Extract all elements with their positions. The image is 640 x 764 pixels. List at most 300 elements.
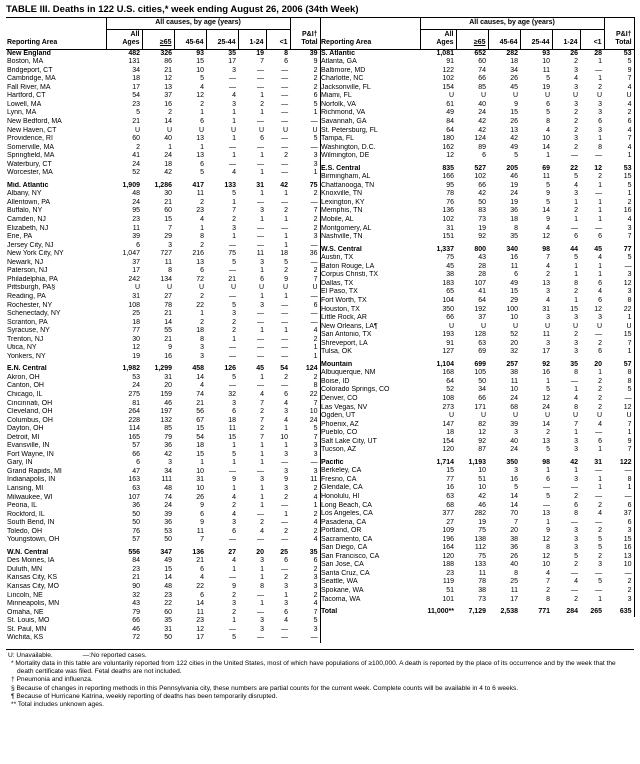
col-header-all-ages: All Ages <box>420 29 456 49</box>
value-cell: 4 <box>232 510 236 518</box>
city-name: Toledo, OH <box>7 527 43 535</box>
table-row <box>320 361 634 370</box>
city-name: Minneapolis, MN <box>7 600 60 608</box>
value-cell: — <box>229 75 236 83</box>
value-cell: 196 <box>442 535 454 543</box>
value-cell: 8 <box>546 595 550 603</box>
value-cell: 6 <box>482 152 486 160</box>
value-cell: — <box>229 352 236 360</box>
value-cell: U <box>572 322 578 330</box>
value-cell: 9 <box>232 476 236 484</box>
value-cell: 38 <box>446 271 454 279</box>
value-cell: 12 <box>196 625 204 633</box>
value-cell: 120 <box>442 552 454 560</box>
table-container <box>6 17 634 643</box>
value-cell: 74 <box>196 390 204 398</box>
value-cell: 2 <box>546 429 550 437</box>
city-name: Peoria, IL <box>7 502 37 510</box>
value-cell: 50 <box>132 519 140 527</box>
value-cell: 75 <box>478 527 486 535</box>
value-cell: 76 <box>446 198 454 206</box>
value-cell: U <box>283 126 289 134</box>
value-cell: — <box>281 625 289 633</box>
value-cell: 2 <box>284 152 289 160</box>
value-cell: 556 <box>128 548 140 556</box>
table-row <box>320 92 634 101</box>
value-cell: 49 <box>164 557 172 565</box>
value-cell: — <box>229 292 236 300</box>
value-cell: 8 <box>290 382 320 391</box>
value-cell: 3 <box>514 429 518 437</box>
value-cell: 24 <box>290 417 320 426</box>
value-cell: 1 <box>604 190 634 199</box>
value-cell: 36 <box>510 544 518 552</box>
value-cell: 4 <box>546 224 550 232</box>
value-cell: 52 <box>510 331 518 339</box>
value-cell: 1,193 <box>468 458 486 466</box>
value-cell: 98 <box>542 458 550 466</box>
value-cell: 34 <box>164 467 172 475</box>
table-row <box>6 225 320 234</box>
table-row <box>320 297 634 306</box>
value-cell: 3 <box>514 467 518 475</box>
value-cell: 2 <box>546 587 550 594</box>
col-header-lt1: <1 <box>266 29 290 49</box>
value-cell: 3 <box>290 468 320 477</box>
value-cell: 92 <box>478 437 486 445</box>
value-cell: 1 <box>290 109 320 118</box>
value-cell: 40 <box>510 561 518 569</box>
value-cell: 3 <box>598 100 603 108</box>
value-cell: 1,081 <box>436 49 454 57</box>
value-cell: 15 <box>196 450 204 458</box>
value-cell: 3 <box>290 442 320 451</box>
value-cell: 22 <box>196 583 204 590</box>
value-cell: 3 <box>604 596 634 605</box>
value-cell: 14 <box>196 600 204 608</box>
value-cell: 3 <box>284 408 289 416</box>
table-row <box>6 58 320 67</box>
value-cell: 2 <box>290 190 320 199</box>
city-name: Lincoln, NE <box>7 591 43 599</box>
value-cell: 20 <box>594 360 603 368</box>
value-cell: 24 <box>164 152 172 160</box>
value-cell: 4 <box>598 510 603 518</box>
city-name: Albuquerque, NM <box>321 369 376 377</box>
table-row <box>6 476 320 485</box>
value-cell: 5 <box>574 552 578 560</box>
value-cell: — <box>290 310 320 319</box>
value-cell: 1,337 <box>436 245 454 253</box>
value-cell: 2 <box>574 288 578 296</box>
value-cell: — <box>595 492 603 500</box>
city-name: Omaha, NE <box>7 608 44 616</box>
value-cell: 27 <box>228 548 236 556</box>
value-cell: — <box>281 301 289 309</box>
value-cell: 3 <box>574 527 578 535</box>
value-cell: 5 <box>290 425 320 434</box>
value-cell: 1 <box>200 224 204 232</box>
value-cell: 6 <box>200 510 204 518</box>
table-row <box>6 242 320 251</box>
table-row <box>6 494 320 503</box>
value-cell: 31 <box>196 476 204 484</box>
value-cell: 1 <box>598 216 603 224</box>
value-cell: 132 <box>160 416 172 424</box>
city-name: Birmingham, AL <box>321 173 371 181</box>
value-cell: 31 <box>164 373 172 381</box>
table-row <box>320 306 634 315</box>
value-cell: 5 <box>604 386 634 395</box>
value-cell: 136 <box>192 548 204 556</box>
value-cell: 2 <box>200 241 204 249</box>
city-name: Charlotte, NC <box>321 75 364 83</box>
value-cell: 192 <box>474 305 486 313</box>
value-cell: 119 <box>442 578 454 586</box>
table-row <box>6 600 320 609</box>
table-row <box>6 408 320 417</box>
value-cell: 9 <box>168 344 172 352</box>
value-cell: 1 <box>260 152 264 160</box>
table-row <box>6 609 320 618</box>
value-cell: 25 <box>280 548 289 556</box>
value-cell: U <box>448 322 454 330</box>
table-row <box>6 75 320 84</box>
table-row <box>6 284 320 293</box>
value-cell: — <box>229 267 236 275</box>
value-cell: 3 <box>546 339 550 347</box>
col-header-ge65: ≥65 <box>142 29 174 49</box>
table-row <box>320 280 634 289</box>
value-cell: 2 <box>260 425 264 433</box>
value-cell: — <box>257 198 264 206</box>
value-cell: 458 <box>192 365 204 373</box>
value-cell: 68 <box>446 501 454 509</box>
value-cell: 5 <box>604 58 634 67</box>
value-cell: 48 <box>132 190 140 198</box>
value-cell: U <box>544 412 550 420</box>
value-cell: 5 <box>200 75 204 83</box>
value-cell: — <box>571 569 578 577</box>
value-cell: 46 <box>478 501 486 509</box>
value-cell: — <box>595 429 603 437</box>
value-cell: U <box>230 284 236 292</box>
value-cell: 7 <box>290 609 320 618</box>
value-cell: 1 <box>598 271 603 279</box>
value-cell: 18 <box>510 216 518 224</box>
table-row <box>320 127 634 136</box>
value-cell: 11 <box>196 190 204 198</box>
value-cell: 18 <box>510 58 518 66</box>
value-cell: — <box>281 109 289 117</box>
value-cell: 527 <box>474 164 486 172</box>
col-header-all-ages: All Ages <box>106 29 142 49</box>
value-cell: 326 <box>160 49 172 57</box>
value-cell: 6 <box>598 233 603 241</box>
value-cell: — <box>604 467 634 476</box>
value-cell: 136 <box>442 207 454 215</box>
value-cell: 10 <box>510 386 518 394</box>
city-name: Erie, PA <box>7 233 33 241</box>
table-row <box>6 425 320 434</box>
value-cell: 1 <box>260 600 264 608</box>
value-cell: 4 <box>200 382 204 390</box>
value-cell: 1 <box>284 216 289 224</box>
city-name: Baltimore, MD <box>321 66 366 74</box>
value-cell: — <box>571 484 578 492</box>
value-cell: 1 <box>260 292 264 300</box>
table-row <box>6 557 320 566</box>
value-cell: 24 <box>510 446 518 454</box>
table-row <box>320 225 634 234</box>
value-cell: U <box>134 284 140 292</box>
value-cell: 6 <box>284 608 289 616</box>
value-cell: — <box>257 335 264 343</box>
city-name: Corpus Christi, TX <box>321 271 379 279</box>
city-name: Little Rock, AR <box>321 314 367 322</box>
value-cell: 15 <box>164 565 172 573</box>
value-cell: 7 <box>290 400 320 409</box>
value-cell: 7 <box>200 536 204 544</box>
value-cell: 48 <box>164 583 172 590</box>
value-cell: — <box>281 160 289 168</box>
value-cell: 3 <box>290 574 320 583</box>
value-cell: 24 <box>510 394 518 402</box>
value-cell: 284 <box>566 608 578 616</box>
value-cell: 133 <box>224 181 236 189</box>
value-cell: 78 <box>164 301 172 309</box>
value-cell: 10 <box>196 66 204 74</box>
value-cell: 8 <box>284 49 289 57</box>
value-cell: 6 <box>546 475 550 483</box>
value-cell: 2 <box>284 574 289 582</box>
value-cell: 98 <box>542 245 550 253</box>
value-cell: 1 <box>546 377 550 385</box>
value-cell: 40 <box>510 437 518 445</box>
value-cell: — <box>571 587 578 594</box>
table-row <box>320 67 634 76</box>
city-name: Washington, D.C. <box>321 143 376 151</box>
value-cell: 2 <box>232 327 236 335</box>
value-cell: 86 <box>164 58 172 66</box>
table-row <box>320 144 634 153</box>
legend-no-cases: —:No reported cases. <box>82 651 147 659</box>
region-name: W.S. Central <box>321 245 362 253</box>
value-cell: 104 <box>442 296 454 304</box>
value-cell: 2 <box>290 511 320 520</box>
city-name: Colorado Springs, CO <box>321 386 390 394</box>
value-cell: 2,538 <box>500 608 518 616</box>
city-name: Spokane, WA <box>321 587 364 594</box>
city-name: Lansing, MI <box>7 484 44 492</box>
value-cell: 26 <box>510 118 518 126</box>
value-cell: 2 <box>604 199 634 208</box>
col-header-45-64: 45-64 <box>488 29 520 49</box>
value-cell: 6 <box>514 271 518 279</box>
value-cell: 11 <box>228 425 236 433</box>
value-cell: 1 <box>604 484 634 493</box>
city-name: Evansville, IN <box>7 442 50 450</box>
table-row <box>320 271 634 280</box>
value-cell: 51 <box>478 475 486 483</box>
city-name: Salt Lake City, UT <box>321 437 377 445</box>
value-cell: 92 <box>542 360 550 368</box>
value-cell: U <box>480 412 486 420</box>
value-cell: 14 <box>542 207 550 215</box>
city-name: Glendale, CA <box>321 484 363 492</box>
table-row <box>6 199 320 208</box>
value-cell: 8 <box>546 118 550 126</box>
value-cell: 31 <box>132 292 140 300</box>
value-cell: 1 <box>260 327 264 335</box>
table-row <box>320 484 634 493</box>
table-row <box>6 634 320 643</box>
value-cell: 10 <box>478 467 486 475</box>
value-cell: 18 <box>132 75 140 83</box>
value-cell: 4 <box>260 527 264 535</box>
value-cell: 7 <box>604 75 634 84</box>
value-cell: 52 <box>132 169 140 177</box>
value-cell: — <box>257 75 264 83</box>
value-cell: 2 <box>598 403 603 411</box>
value-cell: 1 <box>574 429 578 437</box>
value-cell: U <box>258 126 264 134</box>
table-row <box>6 434 320 443</box>
table-row <box>320 233 634 242</box>
region-name: Mid. Atlantic <box>7 181 49 189</box>
value-cell: 4 <box>604 127 634 136</box>
value-cell: 42 <box>478 126 486 134</box>
city-name: Lynn, MA <box>7 109 37 117</box>
city-name: Tampa, FL <box>321 135 355 143</box>
value-cell: 6 <box>598 279 603 287</box>
value-cell: 9 <box>546 190 550 198</box>
value-cell: 1 <box>546 467 550 475</box>
table-row <box>6 485 320 494</box>
value-cell: 56 <box>196 408 204 416</box>
value-cell: 154 <box>442 437 454 445</box>
value-cell: — <box>281 565 289 573</box>
value-cell: 75 <box>446 254 454 262</box>
table-row <box>6 382 320 391</box>
value-cell: 1 <box>200 143 204 151</box>
region-name: Pacific <box>321 458 344 466</box>
value-cell: 46 <box>132 625 140 633</box>
value-cell: 34 <box>132 66 140 74</box>
value-cell: — <box>281 519 289 527</box>
value-cell: 3 <box>290 451 320 460</box>
value-cell: 60 <box>164 608 172 616</box>
value-cell: 417 <box>192 181 204 189</box>
value-cell: 1 <box>232 118 236 126</box>
value-cell: 126 <box>224 365 236 373</box>
value-cell: 53 <box>132 373 140 381</box>
city-name: Newark, NJ <box>7 258 44 266</box>
value-cell: — <box>257 467 264 475</box>
value-cell: — <box>604 395 634 404</box>
value-cell: 3 <box>290 233 320 242</box>
value-cell: 3 <box>574 348 578 356</box>
value-cell: 15 <box>510 288 518 296</box>
value-cell: — <box>281 310 289 318</box>
value-cell: — <box>229 344 236 352</box>
value-cell: 78 <box>478 578 486 586</box>
city-name: Rochester, NY <box>7 301 53 309</box>
value-cell: 49 <box>510 143 518 151</box>
value-cell: 9 <box>604 67 634 76</box>
value-cell: 21 <box>164 335 172 343</box>
value-cell: 10 <box>542 561 550 569</box>
value-cell: 3 <box>284 484 289 492</box>
value-cell: 95 <box>446 181 454 189</box>
value-cell: — <box>595 518 603 526</box>
value-cell: 16 <box>510 254 518 262</box>
value-cell: 2 <box>604 109 634 118</box>
value-cell: 42 <box>164 169 172 177</box>
value-cell: 9 <box>514 100 518 108</box>
value-cell: 159 <box>160 390 172 398</box>
value-cell: 5 <box>598 544 603 552</box>
value-cell: 9 <box>200 502 204 510</box>
value-cell: 4 <box>604 84 634 93</box>
value-cell: 9 <box>546 527 550 535</box>
value-cell: 11 <box>510 587 518 594</box>
value-cell: 3 <box>598 126 603 134</box>
city-name: Boise, ID <box>321 377 350 385</box>
value-cell: 45 <box>446 262 454 270</box>
value-cell: 275 <box>128 390 140 398</box>
value-cell: 6 <box>546 100 550 108</box>
city-name: New Orleans, LA¶ <box>321 322 378 330</box>
value-cell: 42 <box>478 118 486 126</box>
value-cell: 81 <box>132 399 140 407</box>
value-cell: 14 <box>164 574 172 582</box>
table-row <box>6 617 320 626</box>
value-cell: 38 <box>478 587 486 594</box>
value-cell: 13 <box>542 437 550 445</box>
value-cell: 699 <box>474 360 486 368</box>
table-row <box>320 510 634 519</box>
value-cell: 21 <box>164 310 172 318</box>
city-name: South Bend, IN <box>7 519 55 527</box>
value-cell: 6 <box>284 557 289 565</box>
value-cell: 21 <box>196 399 204 407</box>
value-cell: — <box>281 92 289 100</box>
value-cell: 75 <box>478 552 486 560</box>
value-cell: 2 <box>168 109 172 117</box>
table-row <box>320 348 634 357</box>
table-row <box>6 293 320 302</box>
value-cell: 5 <box>514 152 518 160</box>
value-cell: 21 <box>164 198 172 206</box>
value-cell: 5 <box>574 254 578 262</box>
value-cell: 8 <box>574 369 578 377</box>
value-cell: 2 <box>200 292 204 300</box>
value-cell: 12 <box>196 92 204 100</box>
value-cell: 1 <box>260 450 264 458</box>
value-cell: 44 <box>570 245 578 253</box>
value-cell: 1,299 <box>154 365 172 373</box>
value-cell: U <box>166 284 172 292</box>
value-cell: 10 <box>196 484 204 492</box>
value-cell: 5 <box>546 386 550 394</box>
value-cell: 151 <box>442 233 454 241</box>
value-cell: U <box>597 412 603 420</box>
value-cell: 10 <box>542 58 550 66</box>
value-cell: 3 <box>604 225 634 234</box>
value-cell: 2 <box>598 394 603 402</box>
value-cell: — <box>290 634 320 643</box>
